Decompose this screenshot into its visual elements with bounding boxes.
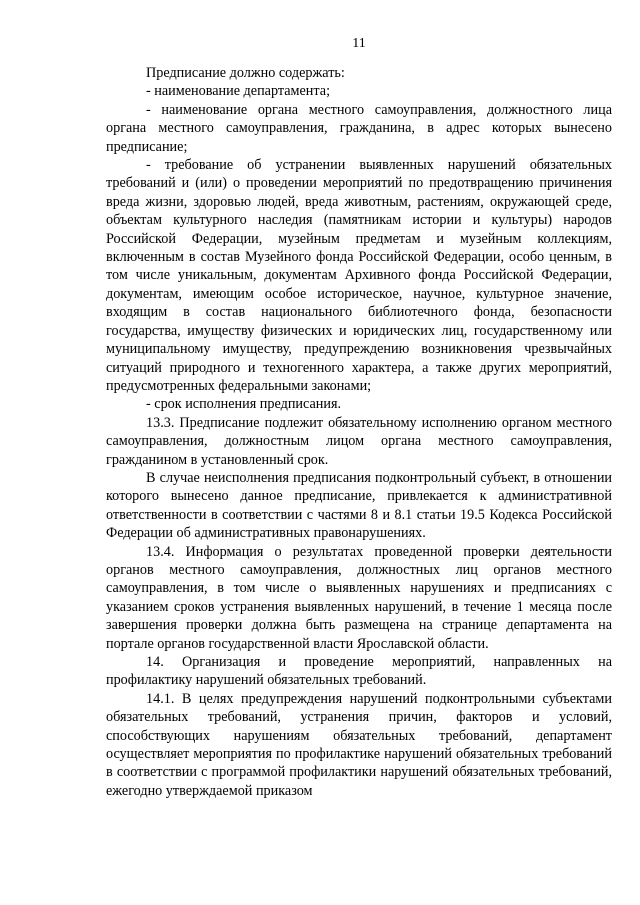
paragraph: Предписание должно содержать: xyxy=(146,65,345,81)
document-page xyxy=(106,34,612,800)
paragraph: 14. Организация и проведение мероприятий, направленных на профилактику нарушений обязательных требований. xyxy=(106,654,612,689)
page-number: 11 xyxy=(352,36,366,51)
paragraph: В случае неисполнения предписания подконтрольный субъект, в отношении которого вынесено данное предписание, привлекается к административной ответственности в соответствии с частями 8 и 8.1 статьи 19.5 Кодекса Российской Федерации об административных правонарушениях. xyxy=(106,469,612,542)
paragraph: 14.1. В целях предупреждения нарушений подконтрольными субъектами обязательных требований, устранения причин, факторов и условий, способствующих нарушениям обязательных требований, департамент осуществляет мероприятия по профилактике нарушений обязательных требований в соответствии с программой профилактики нарушений обязательных требований, ежегодно утверждаемой приказом xyxy=(106,690,612,799)
paragraph: 13.3. Предписание подлежит обязательному исполнению органом местного самоуправления, должностным лицом органа местного самоуправления, гражданином в установленный срок. xyxy=(106,414,612,468)
paragraph: - срок исполнения предписания. xyxy=(146,396,342,413)
paragraph: 13.4. Информация о результатах проведенной проверки деятельности органов местного самоуправления, должностных лиц органов местного самоуправления, в том числе о выявленных нарушениях и предписаниях с указанием сроков устранения выявленных нарушений, в течение 1 месяца после завершения проверки должна быть размещена на странице департамента на портале органов государственной власти Ярославской области. xyxy=(106,543,612,652)
paragraph: - наименование департамента; xyxy=(146,83,331,100)
paragraph: - требование об устранении выявленных нарушений обязательных требований и (или) о проведении мероприятий по предотвращению причинения вреда жизни, здоровью людей, вреда животным, растениям, окружающей среде, объектам культурного наследия (памятникам истории и культуры) народов Российской Федерации, музейным предметам и музейным коллекциям, включенным в состав Музейного фонда Российской Федерации, особо ценным, в том числе уникальным, документам Архивного фонда Российской Федерации, документам, имеющим особое историческое, научное, культурное значение, входящим в состав национального библиотечного фонда, безопасности государства, имуществу физических и юридических лиц, государственному или муниципальному имуществу, предупреждению возникновения чрезвычайных ситуаций природного и техногенного характера, а также других мероприятий, предусмотренных федеральными законами; xyxy=(106,157,612,394)
paragraph: - наименование органа местного самоуправления, должностного лица органа местного самоуправления, гражданина, в адрес которых вынесено предписание; xyxy=(106,101,612,155)
document-body xyxy=(106,64,612,800)
